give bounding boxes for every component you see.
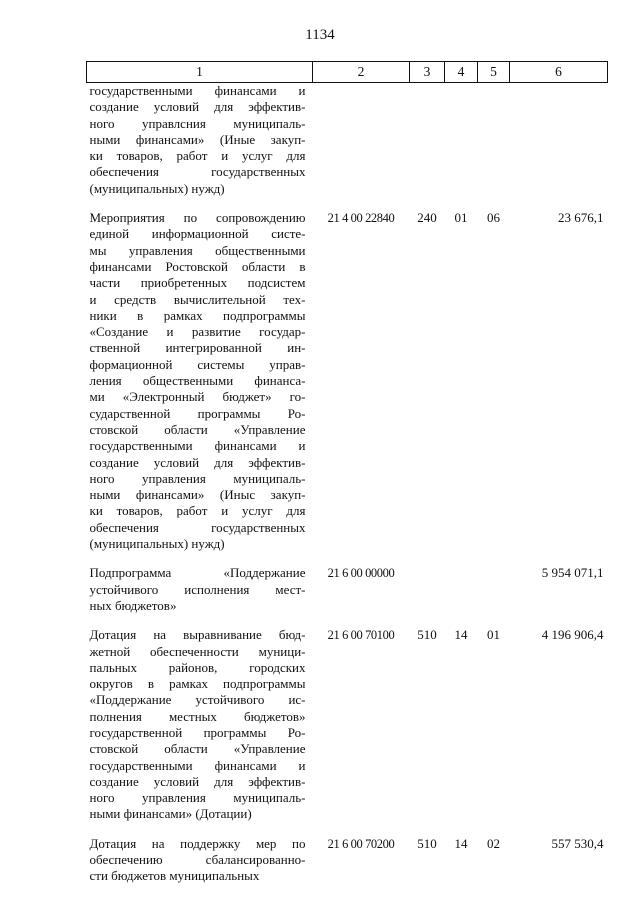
description-line: и средств вычислительной тех- xyxy=(89,291,306,307)
description-line: Дотация на выравнивание бюд- xyxy=(89,627,306,643)
description-line: государственными финансами и xyxy=(89,438,306,454)
row-subsection xyxy=(478,83,510,198)
row-description xyxy=(87,552,313,614)
row-section: 14 xyxy=(454,627,468,643)
row-target-code: 21 6 00 70200 xyxy=(327,836,395,851)
description-line: создание условий для эффектив- xyxy=(89,454,306,470)
row-expense-type xyxy=(410,83,445,198)
row-expense-type xyxy=(410,552,445,614)
description-line: ного управления муниципаль- xyxy=(89,470,306,486)
description-line: ми «Электронный бюджет» го- xyxy=(89,389,306,405)
description-line: создание условий для эффектив- xyxy=(89,99,306,115)
header-col-1: 1 xyxy=(87,62,313,83)
row-section xyxy=(445,552,478,614)
description-line: ники в рамках подпрограммы xyxy=(89,307,306,323)
description-line: обеспечению сбалансированно- xyxy=(89,852,306,868)
description-line: пальных районов, городских xyxy=(89,659,306,675)
description-line: обеспечения государственных xyxy=(89,164,306,180)
description-line: округов в рамках подпрограммы xyxy=(89,676,306,692)
description-line: финансами Ростовской области в xyxy=(89,258,306,274)
table-row xyxy=(87,614,608,823)
row-section xyxy=(445,83,478,198)
description-line: стовской области «Управление xyxy=(89,421,306,437)
header-col-3: 3 xyxy=(410,62,445,83)
row-subsection: 02 xyxy=(487,835,500,851)
description-line: полнения местных бюджетов» xyxy=(89,708,306,724)
description-line: ными финансами» (Иные закуп- xyxy=(89,131,306,147)
description-line: создание условий для эффектив- xyxy=(89,773,306,789)
row-target-code: 21 6 00 70100 xyxy=(327,628,395,643)
description-line: ного управлсния муниципаль- xyxy=(89,115,306,131)
row-expense-type: 510 xyxy=(417,627,437,643)
table-row xyxy=(87,552,608,614)
row-subsection xyxy=(478,552,510,614)
table-header xyxy=(87,62,608,83)
description-line: ки товаров, работ и услуг для xyxy=(89,503,306,519)
row-amount: 5 954 071,1 xyxy=(541,565,604,581)
description-line: государственными финансами и xyxy=(89,83,306,98)
description-line: государственной программы Ро- xyxy=(89,724,306,740)
header-col-2: 2 xyxy=(313,62,410,83)
description-line: государственными финансами и xyxy=(89,757,306,773)
description-line: ного управления муниципаль- xyxy=(89,790,306,806)
description-line: (муниципальных) нужд) xyxy=(89,536,225,552)
row-description xyxy=(87,823,313,885)
description-line: ки товаров, работ и услуг для xyxy=(89,148,306,164)
description-line: Мероприятия по сопровождению xyxy=(89,210,306,226)
description-line: ления общественными финанса- xyxy=(89,373,306,389)
description-line: части приобретенных подсистем xyxy=(89,275,306,291)
description-line: ными финансами» (Дотации) xyxy=(89,806,252,822)
row-description xyxy=(87,83,313,198)
row-section: 14 xyxy=(454,835,468,851)
row-target-code xyxy=(313,83,410,198)
table-body xyxy=(87,83,608,885)
table-row xyxy=(87,83,608,198)
row-amount: 4 196 906,4 xyxy=(541,627,604,643)
header-col-5: 5 xyxy=(478,62,510,83)
description-line: жетной обеспеченности муници- xyxy=(89,643,306,659)
description-line: стовской области «Управление xyxy=(89,741,306,757)
header-col-6: 6 xyxy=(510,62,608,83)
table-row xyxy=(87,197,608,552)
description-line: сударственной программы Ро- xyxy=(89,405,306,421)
row-amount: 23 676,1 xyxy=(558,210,604,226)
row-description xyxy=(87,197,313,552)
description-line: ными финансами» (Иныс закуп- xyxy=(89,487,306,503)
row-subsection: 01 xyxy=(487,627,500,643)
description-line: устойчивого исполнения мест- xyxy=(89,581,306,597)
description-line: «Создание и развитие государ- xyxy=(89,324,306,340)
row-description xyxy=(87,614,313,823)
row-amount: 557 530,4 xyxy=(551,835,604,851)
description-line: Дотация на поддержку мер по xyxy=(89,835,306,851)
description-line: мы управления общественными xyxy=(89,242,306,258)
description-line: формационной системы управ- xyxy=(89,356,306,372)
description-line: ных бюджетов» xyxy=(89,597,177,613)
row-expense-type: 510 xyxy=(417,835,437,851)
header-row xyxy=(87,62,608,83)
row-subsection: 06 xyxy=(487,210,500,226)
row-expense-type: 240 xyxy=(417,210,437,226)
description-line: единой информационной систе- xyxy=(89,226,306,242)
table-row xyxy=(87,823,608,885)
page-number: 1134 xyxy=(305,27,335,43)
budget-table xyxy=(86,61,608,885)
header-col-4: 4 xyxy=(445,62,478,83)
row-target-code: 21 6 00 00000 xyxy=(327,566,395,581)
description-line: (муниципальных) нужд) xyxy=(89,180,225,196)
row-amount xyxy=(510,83,608,198)
description-line: обеспечения государственных xyxy=(89,519,306,535)
row-section: 01 xyxy=(454,210,468,226)
description-line: ственной интегрированной ин- xyxy=(89,340,306,356)
description-line: сти бюджетов муниципальных xyxy=(89,868,260,884)
row-target-code: 21 4 00 22840 xyxy=(327,211,395,226)
description-line: «Поддержание устойчивого ис- xyxy=(89,692,306,708)
description-line: Подпрограмма «Поддержание xyxy=(89,565,306,581)
